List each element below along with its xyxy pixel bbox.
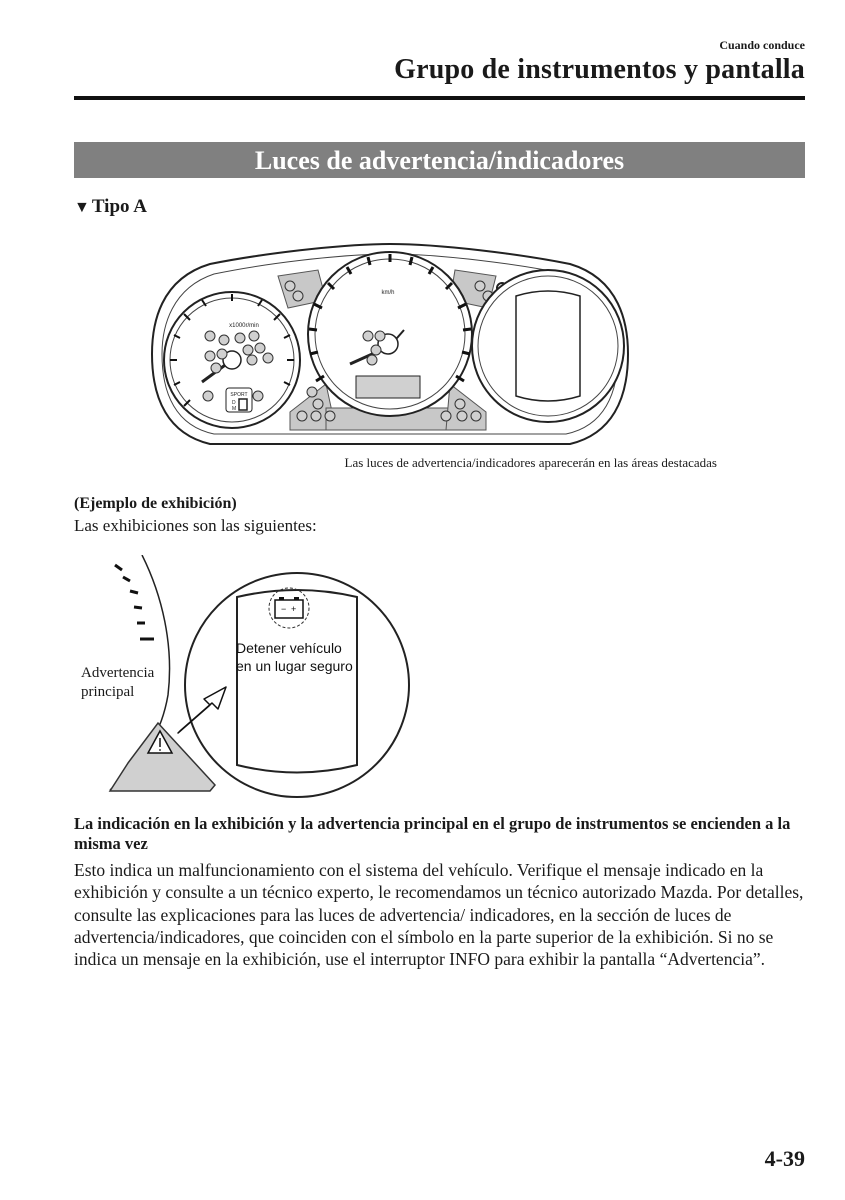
battery-icon: [275, 597, 303, 618]
battery-plus: +: [291, 604, 297, 614]
title-rule: [74, 96, 805, 100]
type-label: Tipo A: [91, 196, 147, 217]
bold-paragraph: La indicación en la exhibición y la advertencia principal en el grupo de instrumentos se encienden a la misma vez: [74, 814, 791, 853]
gear-m-label: M: [232, 406, 237, 412]
instrument-cluster-figure: [150, 234, 630, 454]
tachometer: [164, 292, 300, 428]
section-banner: Luces de advertencia/indicadores: [74, 142, 805, 178]
type-heading: [74, 196, 147, 218]
body-paragraph: Esto indica un malfuncionamiento con el sistema del vehículo. Verifique el mensaje indicado en la exhibición y consulte a un técnico experto, le recomendamos un técnico autorizado Mazda. Por detalles, consulte las explicaciones para las luces de advertencia/ indicadores, en la sección de luces de advertencia/indicadores, que coinciden con el símbolo en la parte superior de la exhibición. Si no se indica un mensaje en la exhibición, use el interruptor INFO para exhibir la pantalla “Advertencia”.: [74, 860, 804, 970]
triangle-marker-icon: ▼: [74, 199, 90, 216]
speedometer: [308, 252, 472, 416]
gear-d-label: D: [232, 400, 236, 406]
example-subheading: Las exhibiciones son las siguientes:: [74, 516, 317, 535]
right-display: [472, 270, 624, 422]
master-warning-label-line1: Advertencia: [81, 665, 155, 681]
page-title: Grupo de instrumentos y pantalla: [394, 54, 805, 85]
master-warning-label: [81, 664, 154, 702]
example-heading: (Ejemplo de exhibición): [74, 495, 237, 512]
display-message-line2: en un lugar seguro: [236, 658, 353, 674]
master-warning-label-line2: principal: [81, 684, 135, 700]
cluster-caption: Las luces de advertencia/indicadores aparecerán en las áreas destacadas: [344, 455, 717, 470]
speed-unit-label: km/h: [381, 290, 395, 296]
battery-minus: −: [281, 604, 287, 614]
chapter-label: Cuando conduce: [719, 38, 805, 52]
page-number: 4-39: [764, 1146, 805, 1171]
display-message-line1: Detener vehículo: [236, 640, 342, 656]
sport-label: SPORT: [230, 392, 248, 398]
tach-unit-label: x1000r/min: [229, 323, 259, 329]
